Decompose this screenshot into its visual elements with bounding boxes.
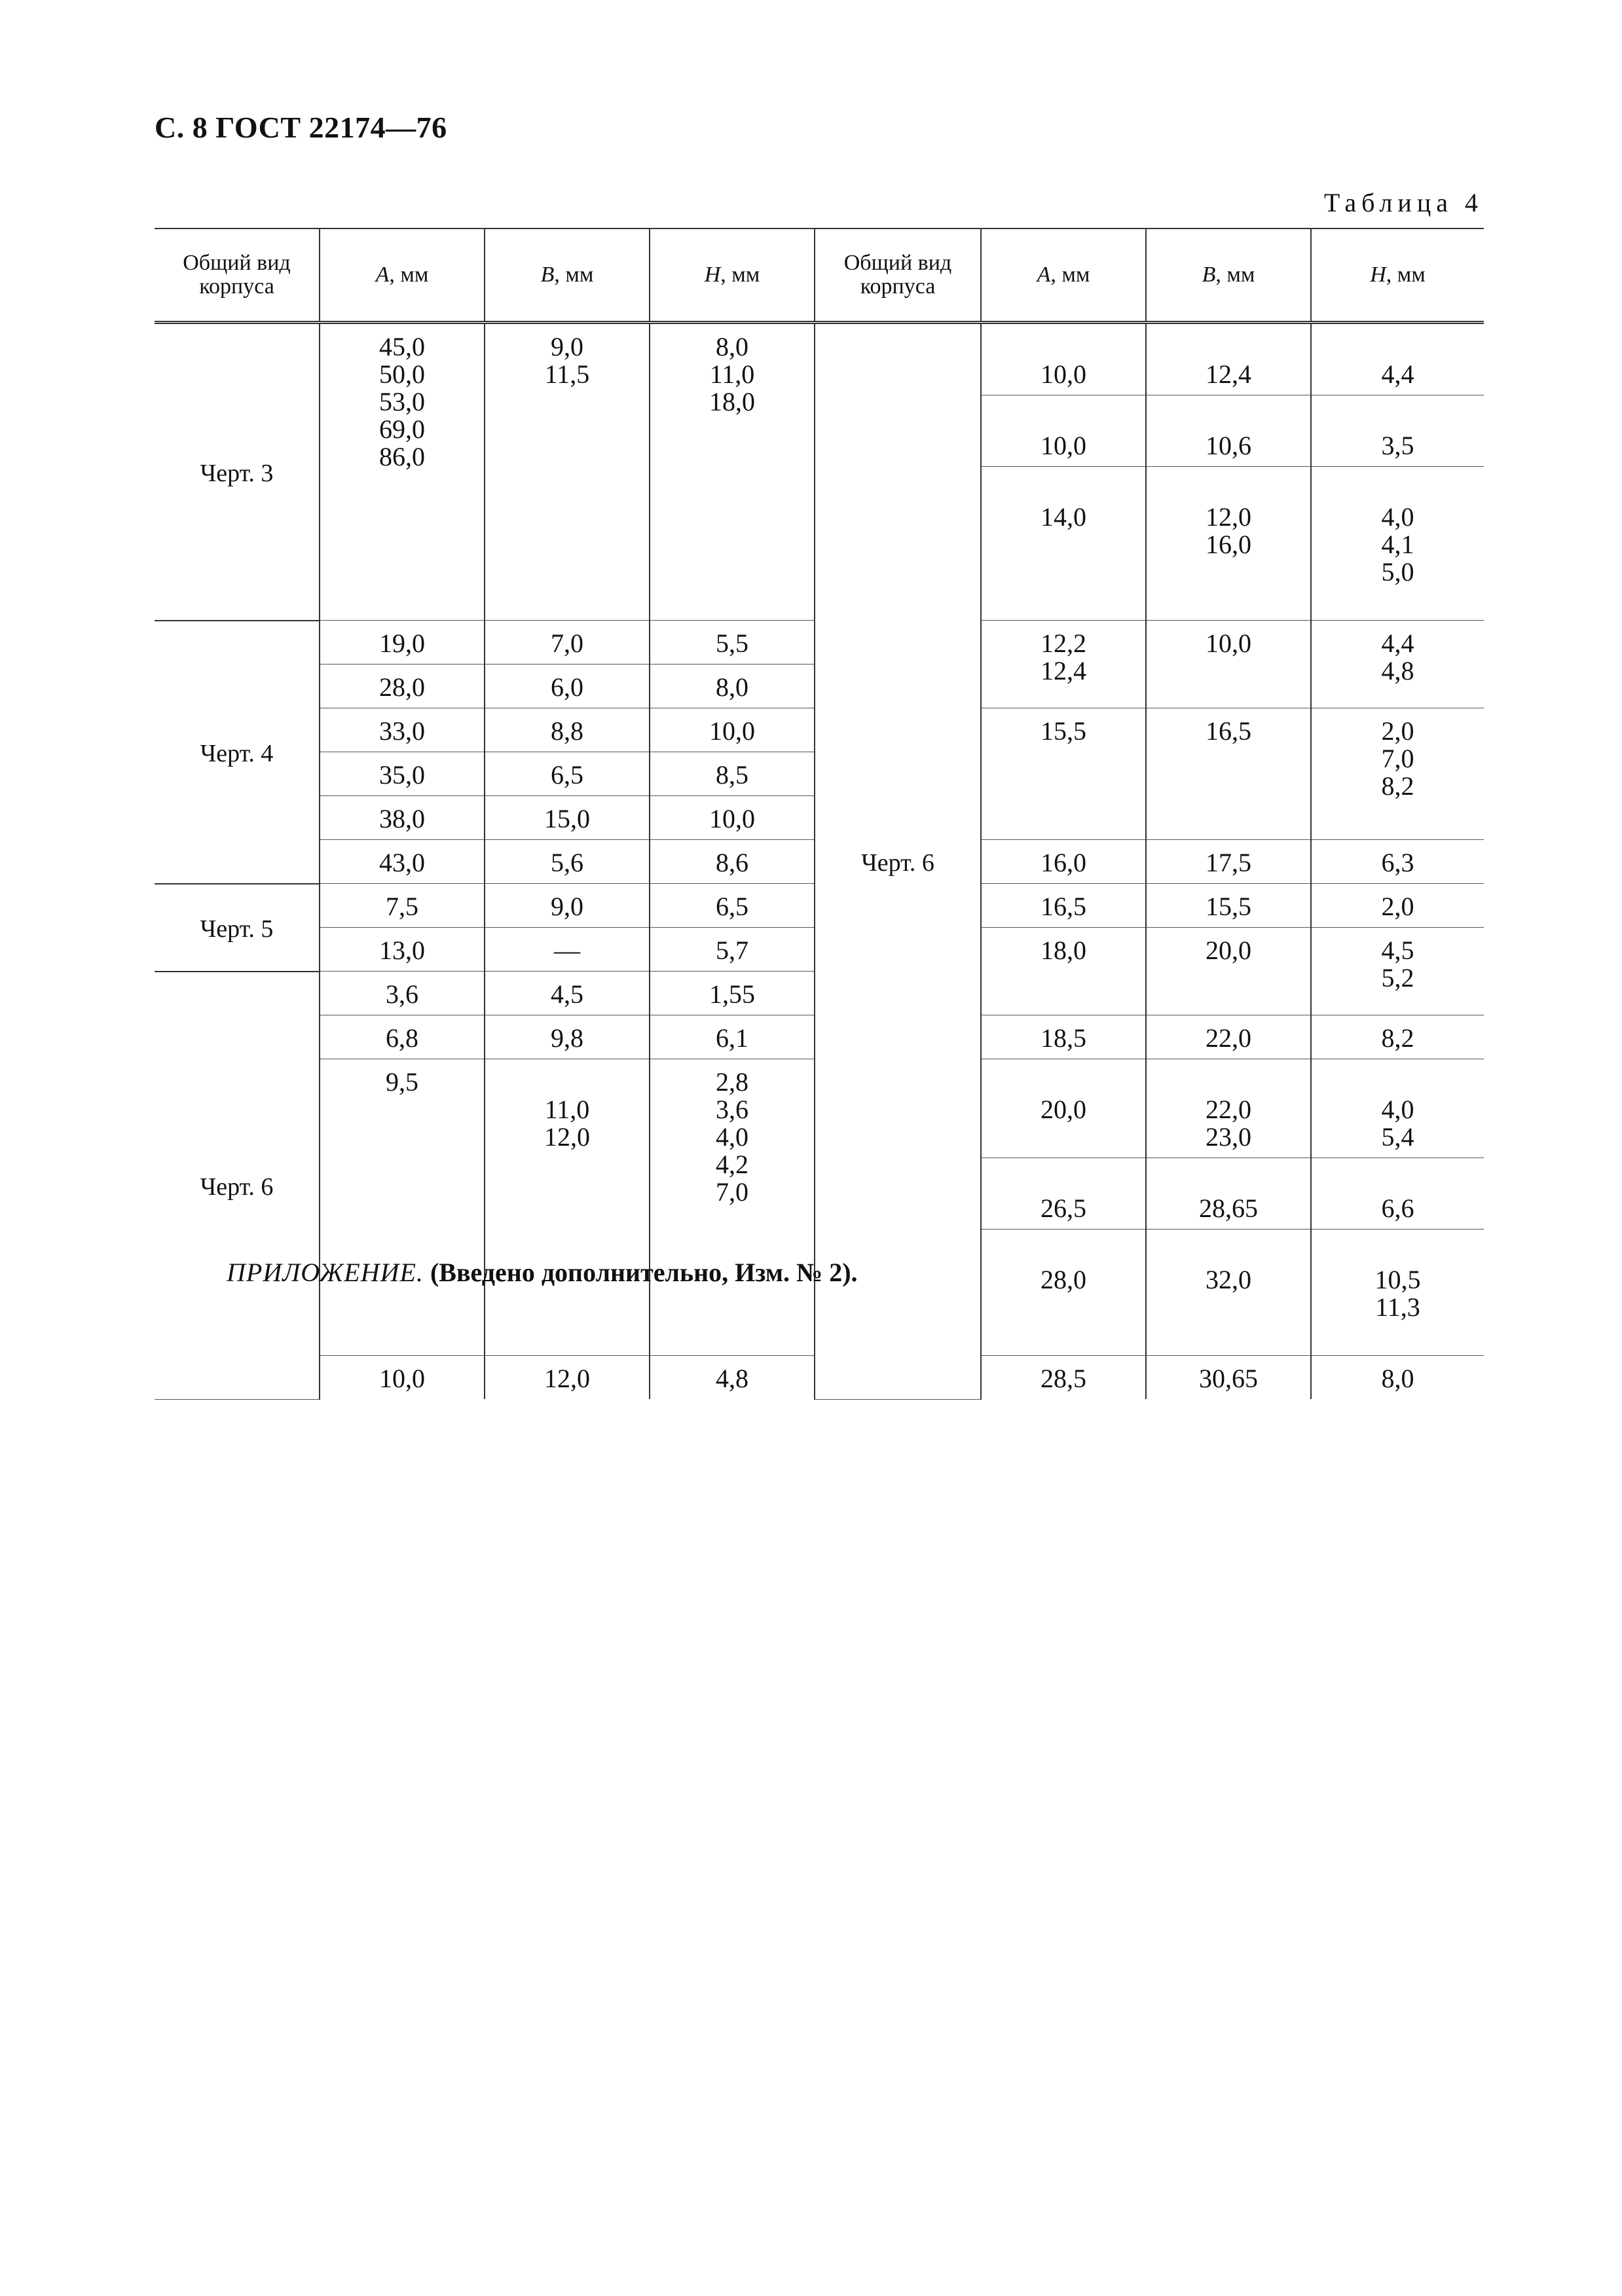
cell-a: 15,5 — [981, 708, 1146, 840]
cell-b: 5,6 — [485, 840, 650, 884]
cell-h: 2,0 — [1311, 884, 1484, 928]
cell-h: 8,0 — [1311, 1356, 1484, 1400]
cell-h: 4,8 — [650, 1356, 815, 1400]
sub-cell: 10,0 — [982, 352, 1145, 395]
table-caption: Таблица 4 — [1323, 188, 1483, 217]
cell-b: 15,5 — [1146, 884, 1311, 928]
cell-b: 4,5 — [485, 972, 650, 1015]
cell-b: 6,5 — [485, 752, 650, 796]
sub-cell: 3,5 — [1312, 423, 1484, 467]
sub-cell: 20,0 — [982, 1087, 1145, 1158]
cell-a: 9,5 — [320, 1059, 485, 1356]
col-header-kind-right: Общий вид корпуса — [815, 228, 981, 323]
cell-a: 19,0 — [320, 621, 485, 665]
cell-h — [1311, 323, 1484, 621]
cell-h: 8,0 — [650, 665, 815, 708]
appendix-note — [227, 1257, 858, 1288]
cell-a: 28,0 — [320, 665, 485, 708]
cell-h: 8,6 — [650, 840, 815, 884]
cell-h: 5,7 — [650, 928, 815, 972]
cell-a: 18,5 — [981, 1015, 1146, 1059]
cell-h: 8,0 11,0 18,0 — [650, 323, 815, 621]
cell-a — [981, 323, 1146, 621]
cell-b: 6,0 — [485, 665, 650, 708]
group-label: Черт. 6 — [815, 323, 981, 1400]
cell-b: 30,65 — [1146, 1356, 1311, 1400]
sub-cell: 12,4 — [1147, 352, 1310, 395]
col-header-h-right: H, мм — [1311, 228, 1484, 323]
cell-a: 43,0 — [320, 840, 485, 884]
sub-cell: 10,5 11,3 — [1374, 1265, 1421, 1322]
cell-b: 7,0 — [485, 621, 650, 665]
table-row — [155, 323, 1484, 621]
cell-a: 45,0 50,0 53,0 69,0 86,0 — [320, 323, 485, 621]
sub-cell: 28,65 — [1147, 1186, 1310, 1230]
cell-a: 13,0 — [320, 928, 485, 972]
cell-b: 9,0 11,5 — [485, 323, 650, 621]
group-label: Черт. 3 — [155, 323, 320, 621]
cell-h: 8,2 — [1311, 1015, 1484, 1059]
cell-b: 12,0 — [485, 1356, 650, 1400]
sub-cell: 32,0 — [1206, 1265, 1251, 1294]
col-header-b: B, мм — [485, 228, 650, 323]
cell-h — [1311, 1059, 1484, 1356]
cell-b: 20,0 — [1146, 928, 1311, 1015]
appendix-label: ПРИЛОЖЕНИЕ. — [227, 1258, 424, 1287]
amendment-note: (Введено дополнительно, Изм. № 2). — [430, 1258, 858, 1287]
sub-cell: 4,4 — [1312, 352, 1484, 395]
cell-b: 16,5 — [1146, 708, 1311, 840]
sub-cell: 4,0 4,1 5,0 — [1381, 502, 1414, 587]
cell-b: 22,0 — [1146, 1015, 1311, 1059]
cell-b: 11,0 12,0 — [485, 1059, 650, 1356]
col-header-h: H, мм — [650, 228, 815, 323]
cell-a: 35,0 — [320, 752, 485, 796]
cell-a: 10,0 — [320, 1356, 485, 1400]
cell-h: 10,0 — [650, 708, 815, 752]
cell-a: 6,8 — [320, 1015, 485, 1059]
sub-cell: 10,6 — [1147, 423, 1310, 467]
group-label: Черт. 6 — [155, 972, 320, 1400]
cell-h: 6,3 — [1311, 840, 1484, 884]
cell-h: 4,4 4,8 — [1311, 621, 1484, 708]
cell-a: 3,6 — [320, 972, 485, 1015]
col-header-b-right: B, мм — [1146, 228, 1311, 323]
cell-b: 9,8 — [485, 1015, 650, 1059]
cell-h: 2,0 7,0 8,2 — [1311, 708, 1484, 840]
sub-cell: 4,0 5,4 — [1312, 1087, 1484, 1158]
cell-b — [1146, 323, 1311, 621]
cell-h: 6,1 — [650, 1015, 815, 1059]
cell-b: 9,0 — [485, 884, 650, 928]
group-label: Черт. 4 — [155, 621, 320, 884]
page-header: С. 8 ГОСТ 22174—76 — [155, 111, 447, 144]
group-label: Черт. 5 — [155, 884, 320, 972]
cell-h: 1,55 — [650, 972, 815, 1015]
cell-a: 7,5 — [320, 884, 485, 928]
sub-cell: 14,0 — [1041, 502, 1086, 532]
cell-a: 16,0 — [981, 840, 1146, 884]
cell-h: 4,5 5,2 — [1311, 928, 1484, 1015]
cell-h: 2,8 3,6 4,0 4,2 7,0 — [650, 1059, 815, 1356]
cell-h: 5,5 — [650, 621, 815, 665]
header-row — [155, 228, 1484, 323]
cell-b — [1146, 1059, 1311, 1356]
cell-a: 12,2 12,4 — [981, 621, 1146, 708]
cell-a — [981, 1059, 1146, 1356]
sub-cell: 6,6 — [1312, 1186, 1484, 1230]
cell-a: 38,0 — [320, 796, 485, 840]
dimensions-table — [155, 228, 1484, 1400]
cell-b: 8,8 — [485, 708, 650, 752]
cell-a: 18,0 — [981, 928, 1146, 1015]
sub-cell: 28,0 — [1041, 1265, 1086, 1294]
sub-cell: 22,0 23,0 — [1147, 1087, 1310, 1158]
cell-b: 10,0 — [1146, 621, 1311, 708]
cell-h: 10,0 — [650, 796, 815, 840]
cell-h: 6,5 — [650, 884, 815, 928]
cell-h: 8,5 — [650, 752, 815, 796]
sub-cell: 12,0 16,0 — [1206, 502, 1251, 559]
col-header-a: A, мм — [320, 228, 485, 323]
cell-a: 16,5 — [981, 884, 1146, 928]
sub-cell: 10,0 — [982, 423, 1145, 467]
cell-a: 33,0 — [320, 708, 485, 752]
cell-a: 28,5 — [981, 1356, 1146, 1400]
cell-b: 15,0 — [485, 796, 650, 840]
cell-b: 17,5 — [1146, 840, 1311, 884]
col-header-kind: Общий вид корпуса — [155, 228, 320, 323]
cell-b: — — [485, 928, 650, 972]
col-header-a-right: A, мм — [981, 228, 1146, 323]
sub-cell: 26,5 — [982, 1186, 1145, 1230]
